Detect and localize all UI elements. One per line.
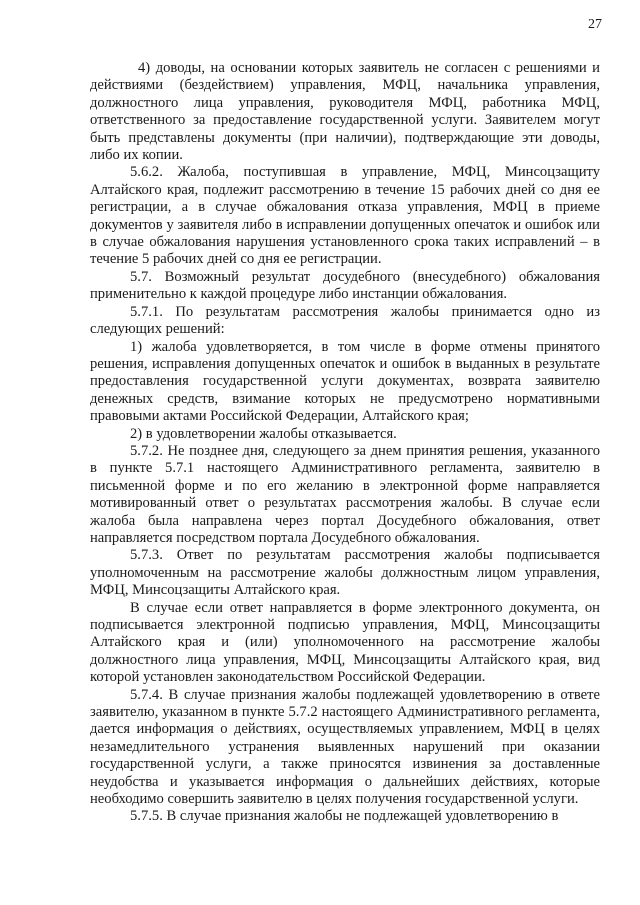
paragraph-5-7-3: 5.7.3. Ответ по результатам рассмотрения жалобы подписывается уполномоченным на рассмотрение жалобы должностным лицом управления, МФЦ, Минсоцзащиты Алтайского края. [90, 547, 600, 599]
paragraph-5-7-5: 5.7.5. В случае признания жалобы не подлежащей удовлетворению в [130, 808, 559, 825]
paragraph-electronic-answer: В случае если ответ направляется в форме электронного документа, он подписывается электронной подписью управления, МФЦ, Минсоцзащиты Алтайского края и (или) уполномоченного на рассмотрение жалобы должностного лица управления, МФЦ, Минсоцзащиты Алтайского края, вид которой установлен законодательством Российской Федерации. [90, 599, 600, 686]
paragraph-5-6-2: 5.6.2. Жалоба, поступившая в управление, МФЦ, Минсоцзащиту Алтайского края, подлежит рассмотрению в течение 15 рабочих дней со дня ее регистрации, а в случае обжалования отказа управления, МФЦ в приеме документов у заявителя либо в исправлении допущенных опечаток и ошибок или в случае обжалования нарушения установленного срока таких исправлений – в течение 5 рабочих дней со дня ее регистрации. [90, 164, 600, 268]
page-number: 27 [588, 17, 602, 32]
paragraph-decision-1: 1) жалоба удовлетворяется, в том числе в форме отмены принятого решения, исправления допущенных опечаток и ошибок в выданных в результате предоставления государственной услуги документах, возврата заявителю денежных средств, взимание которых не предусмотрено нормативными правовыми актами Российской Федерации, Алтайского края; [90, 338, 600, 425]
document-body [90, 60, 600, 826]
paragraph-5-7-1: 5.7.1. По результатам рассмотрения жалобы принимается одно из следующих решений: [90, 303, 600, 338]
paragraph-complaint-arguments: 4) доводы, на основании которых заявитель не согласен с решениями и действиями (бездействием) управления, МФЦ, начальника управления, должностного лица управления, руководителя МФЦ, работника МФЦ, ответственного за предоставление государственной услуги. Заявителем могут быть представлены документы (при наличии), подтверждающие эти доводы, либо их копии. [90, 60, 600, 164]
paragraph-decision-2: 2) в удовлетворении жалобы отказывается. [130, 425, 397, 442]
paragraph-5-7-4: 5.7.4. В случае признания жалобы подлежащей удовлетворению в ответе заявителю, указанном в пункте 5.7.2 настоящего Административного регламента, дается информация о действиях, осуществляемых управлением, МФЦ в целях незамедлительного устранения выявленных нарушений при оказании государственной услуги, а также приносятся извинения за доставленные неудобства и указывается информация о дальнейших действиях, которые необходимо совершить заявителю в целях получения государственной услуги. [90, 686, 600, 808]
paragraph-5-7-2: 5.7.2. Не позднее дня, следующего за днем принятия решения, указанного в пункте 5.7.1 настоящего Административного регламента, заявителю в письменной форме и по его желанию в электронной форме направляется мотивированный ответ о результатах рассмотрения жалобы. В случае если жалоба была направлена через портал Досудебного обжалования, ответ направляется посредством портала Досудебного обжалования. [90, 442, 600, 546]
paragraph-5-7: 5.7. Возможный результат досудебного (внесудебного) обжалования применительно к каждой процедуре либо инстанции обжалования. [90, 268, 600, 303]
